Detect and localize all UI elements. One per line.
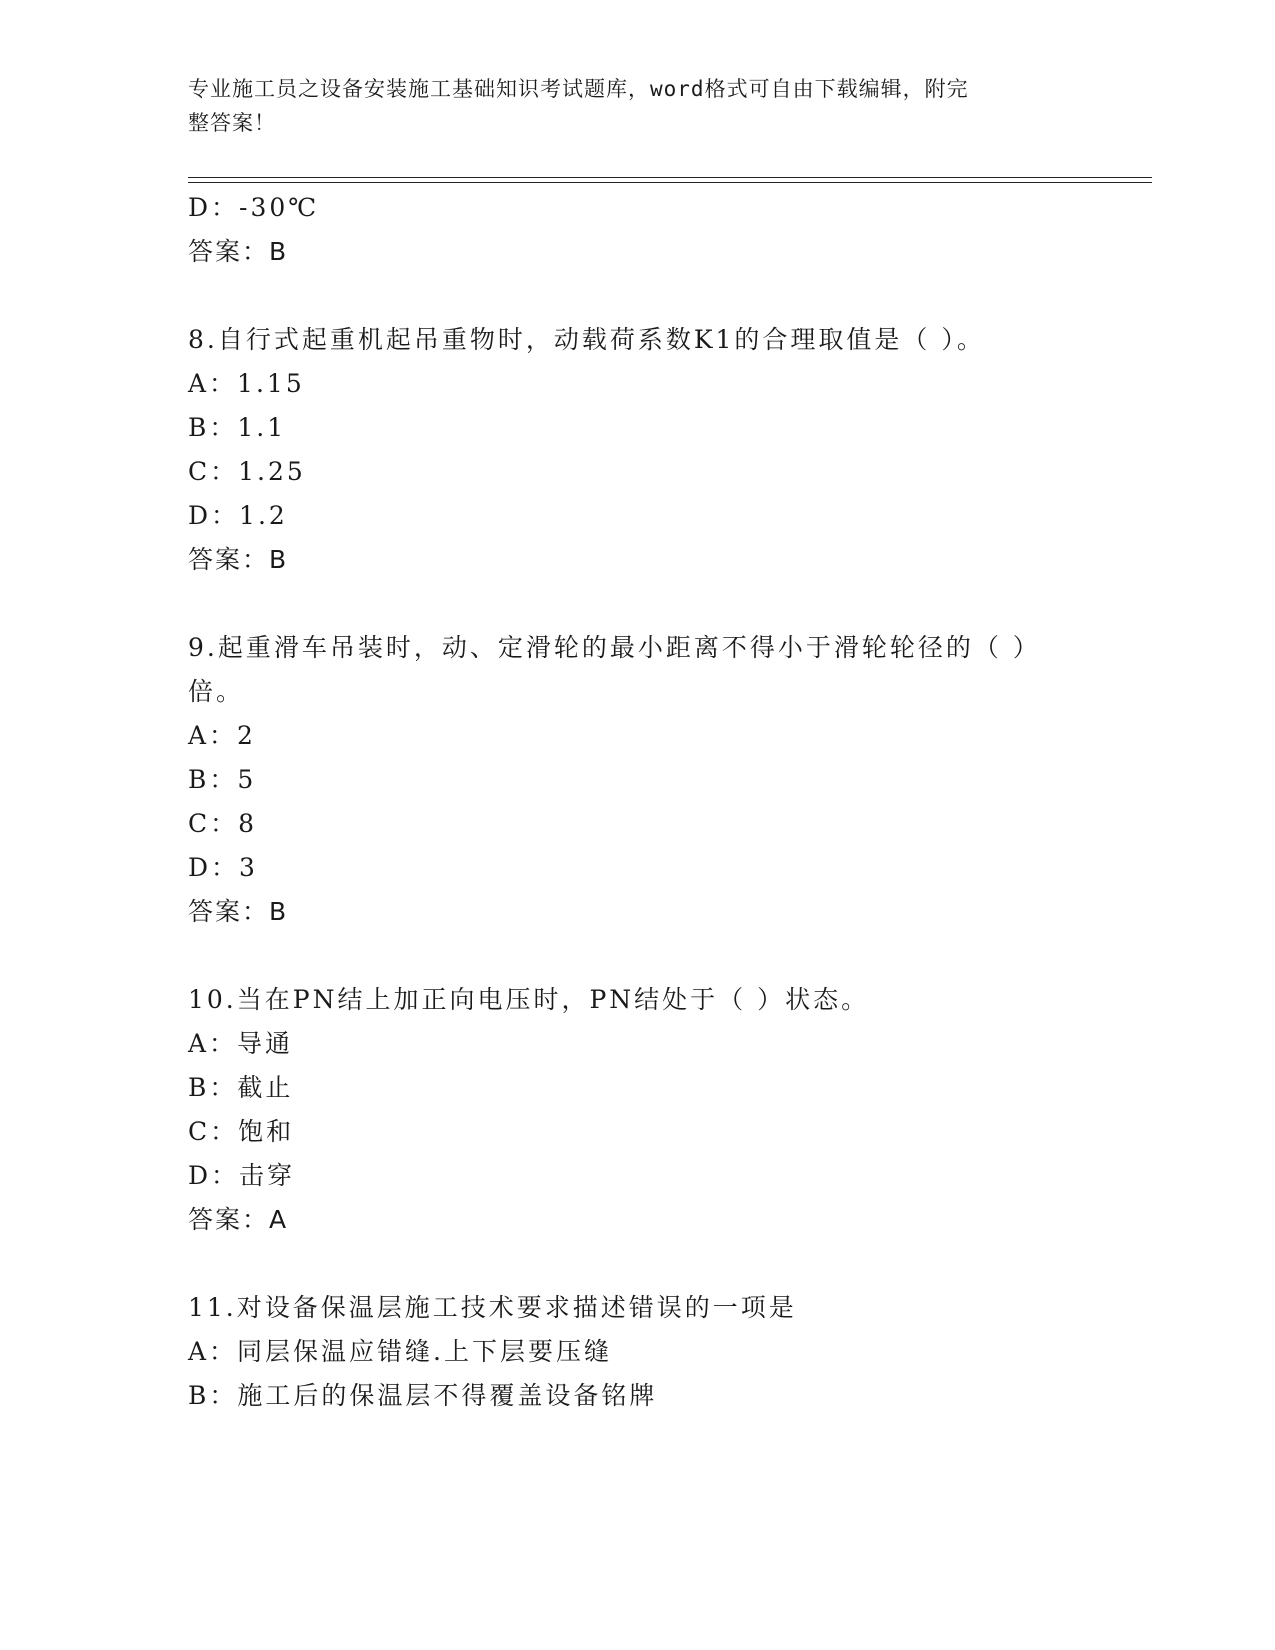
question-9-option-c: C：8: [188, 809, 258, 838]
question-11-option-a: A：同层保温应错缝.上下层要压缝: [188, 1337, 613, 1366]
question-10-option-a: A：导通: [188, 1029, 294, 1058]
question-8-option-c: C：1.25: [188, 457, 306, 486]
question-10-answer: 答案：A: [188, 1205, 289, 1234]
question-8-option-a: A：1.15: [188, 369, 305, 398]
header-divider-bottom: [188, 182, 1152, 183]
question-8-answer: 答案：B: [188, 545, 289, 574]
question-10-option-d: D：击穿: [188, 1161, 296, 1190]
option-d: D：-30℃: [188, 193, 320, 222]
question-11-option-b: B：施工后的保温层不得覆盖设备铭牌: [188, 1381, 658, 1410]
question-9-option-a: A：2: [188, 721, 256, 750]
question-9-option-d: D：3: [188, 853, 258, 882]
header-line-2: 整答案！: [188, 111, 276, 135]
question-8-stem: 8.自行式起重机起吊重物时，动载荷系数K1的合理取值是（ ）。: [188, 325, 985, 354]
question-9-answer: 答案：B: [188, 897, 289, 926]
question-9-option-b: B：5: [188, 765, 257, 794]
header-divider-top: [188, 177, 1152, 178]
question-10-option-c: C：饱和: [188, 1117, 295, 1146]
question-9-stem-cont: 倍。: [188, 677, 245, 706]
question-9-stem: 9.起重滑车吊装时，动、定滑轮的最小距离不得小于滑轮轮径的（ ）: [188, 633, 1041, 662]
question-10-option-b: B：截止: [188, 1073, 294, 1102]
question-10-stem: 10.当在PN结上加正向电压时，PN结处于（ ）状态。: [188, 985, 870, 1014]
question-8-option-b: B：1.1: [188, 413, 287, 442]
header-line-1: 专业施工员之设备安装施工基础知识考试题库，word格式可自由下载编辑，附完: [188, 77, 969, 101]
question-11-stem: 11.对设备保温层施工技术要求描述错误的一项是: [188, 1293, 797, 1322]
question-8-option-d: D：1.2: [188, 501, 288, 530]
document-header: [188, 72, 1078, 140]
answer: 答案：B: [188, 237, 289, 266]
